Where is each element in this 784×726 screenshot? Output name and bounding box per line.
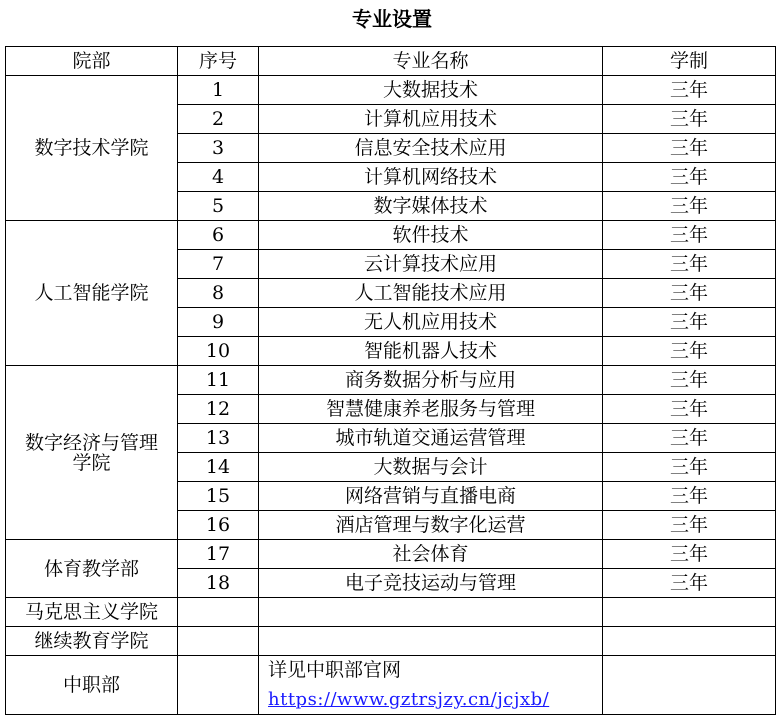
num-cell: 14	[178, 453, 259, 482]
num-cell: 18	[178, 569, 259, 598]
years-cell: 三年	[603, 221, 776, 250]
num-cell: 2	[178, 105, 259, 134]
dept-cell-marx: 马克思主义学院	[6, 598, 178, 627]
empty-cell	[178, 627, 259, 656]
years-cell: 三年	[603, 250, 776, 279]
years-cell: 三年	[603, 511, 776, 540]
table-row	[6, 540, 776, 569]
major-name-cell: 计算机应用技术	[259, 105, 603, 134]
major-name-cell: 计算机网络技术	[259, 163, 603, 192]
major-name-cell: 人工智能技术应用	[259, 279, 603, 308]
years-cell: 三年	[603, 279, 776, 308]
num-cell: 5	[178, 192, 259, 221]
num-cell: 7	[178, 250, 259, 279]
dept-cell: 数字技术学院	[6, 76, 178, 221]
dept-name-line: 学院	[72, 451, 111, 474]
num-cell: 10	[178, 337, 259, 366]
table-body	[6, 76, 776, 715]
majors-table	[5, 46, 776, 715]
major-name-cell: 酒店管理与数字化运营	[259, 511, 603, 540]
dept-row-marx	[6, 598, 776, 627]
zhongzhi-website-link[interactable]: https://www.gztrsjzy.cn/jcjxb/	[268, 689, 550, 710]
num-cell: 15	[178, 482, 259, 511]
years-cell: 三年	[603, 482, 776, 511]
years-cell: 三年	[603, 366, 776, 395]
major-name-cell: 信息安全技术应用	[259, 134, 603, 163]
num-cell: 4	[178, 163, 259, 192]
num-cell: 13	[178, 424, 259, 453]
dept-row-continuing	[6, 627, 776, 656]
major-name-cell: 软件技术	[259, 221, 603, 250]
num-cell: 17	[178, 540, 259, 569]
years-cell: 三年	[603, 453, 776, 482]
table-row	[6, 366, 776, 395]
years-cell: 三年	[603, 540, 776, 569]
major-name-cell: 数字媒体技术	[259, 192, 603, 221]
dept-cell: 人工智能学院	[6, 221, 178, 366]
years-cell: 三年	[603, 163, 776, 192]
empty-cell	[178, 656, 259, 715]
years-cell: 三年	[603, 395, 776, 424]
dept-name-line: 数字经济与管理	[24, 431, 158, 454]
empty-cell	[603, 598, 776, 627]
header-years: 学制	[603, 47, 776, 76]
years-cell: 三年	[603, 308, 776, 337]
header-dept: 院部	[6, 47, 178, 76]
dept-row-zhongzhi	[6, 656, 776, 715]
major-name-cell: 大数据技术	[259, 76, 603, 105]
major-name-cell: 电子竞技运动与管理	[259, 569, 603, 598]
empty-cell	[603, 627, 776, 656]
dept-cell: 体育教学部	[6, 540, 178, 598]
header-major: 专业名称	[259, 47, 603, 76]
empty-cell	[178, 598, 259, 627]
dept-cell	[6, 366, 178, 540]
num-cell: 3	[178, 134, 259, 163]
years-cell: 三年	[603, 76, 776, 105]
num-cell: 16	[178, 511, 259, 540]
major-name-cell: 云计算技术应用	[259, 250, 603, 279]
major-name-cell: 城市轨道交通运营管理	[259, 424, 603, 453]
major-name-cell: 网络营销与直播电商	[259, 482, 603, 511]
num-cell: 8	[178, 279, 259, 308]
major-name-cell: 无人机应用技术	[259, 308, 603, 337]
num-cell: 6	[178, 221, 259, 250]
dept-cell-zhongzhi: 中职部	[6, 656, 178, 715]
major-name-cell: 社会体育	[259, 540, 603, 569]
years-cell: 三年	[603, 192, 776, 221]
years-cell: 三年	[603, 337, 776, 366]
major-name-cell: 智慧健康养老服务与管理	[259, 395, 603, 424]
num-cell: 11	[178, 366, 259, 395]
table-row	[6, 76, 776, 105]
num-cell: 1	[178, 76, 259, 105]
major-name-cell: 商务数据分析与应用	[259, 366, 603, 395]
table-row	[6, 221, 776, 250]
header-num: 序号	[178, 47, 259, 76]
zhongzhi-info-cell	[259, 656, 603, 715]
years-cell: 三年	[603, 105, 776, 134]
years-cell: 三年	[603, 569, 776, 598]
zhongzhi-note: 详见中职部官网	[268, 659, 402, 681]
page-title: 专业设置	[352, 7, 432, 31]
years-cell: 三年	[603, 424, 776, 453]
major-name-cell: 智能机器人技术	[259, 337, 603, 366]
years-cell: 三年	[603, 134, 776, 163]
num-cell: 12	[178, 395, 259, 424]
dept-cell-continuing: 继续教育学院	[6, 627, 178, 656]
empty-cell	[603, 656, 776, 715]
num-cell: 9	[178, 308, 259, 337]
table-header-row	[6, 47, 776, 76]
major-name-cell: 大数据与会计	[259, 453, 603, 482]
empty-cell	[259, 627, 603, 656]
empty-cell	[259, 598, 603, 627]
